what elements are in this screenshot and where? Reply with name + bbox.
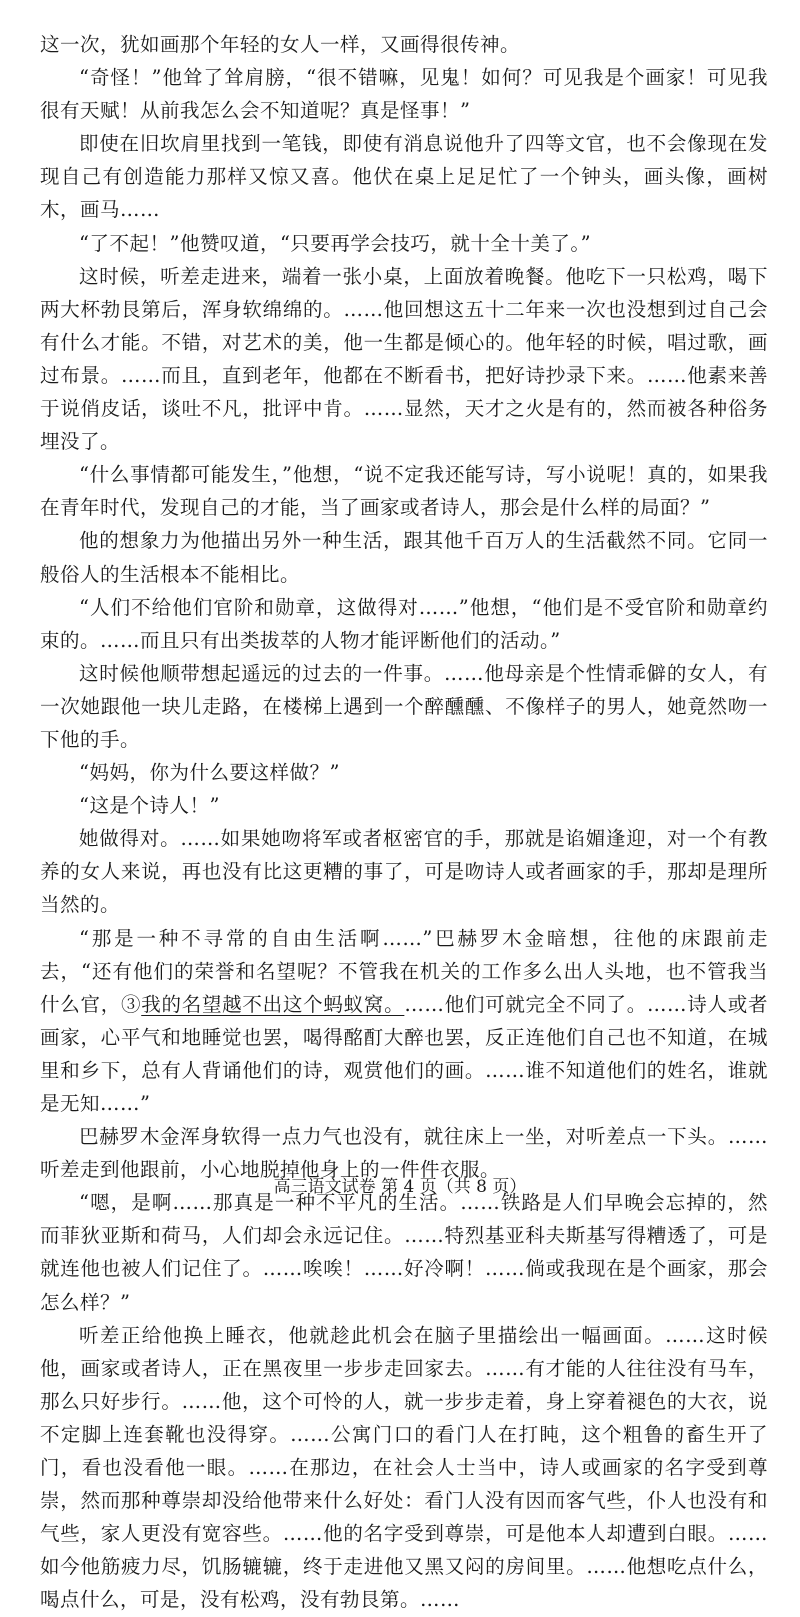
article-body: [40, 28, 768, 1617]
paragraph-1: 这一次，犹如画那个年轻的女人一样，又画得很传神。: [40, 33, 521, 56]
paragraph-2: “奇怪！”他耸了耸肩膀，“很不错嘛，见鬼！如何？可见我是个画家！可见我很有天赋！从前我怎么会不知道呢？真是怪事！”: [40, 66, 768, 123]
paragraph-13-tail: ……他们可就完全不同了。……诗人或者画家，心平气和地睡觉也罢，喝得酩酊大醉也罢，反正连他们自己也不知道，在城里和乡下，总有人背诵他们的诗，观赏他们的画。……谁不知道他们的姓名，谁就是无知……”: [40, 992, 768, 1115]
paragraph-3: 即使在旧坎肩里找到一笔钱，即使有消息说他升了四等文官，也不会像现在发现自己有创造能力那样又惊又喜。他伏在桌上足足忙了一个钟头，画头像，画树木，画马……: [40, 132, 768, 222]
paragraph-4: “了不起！”他赞叹道，“只要再学会技巧，就十全十美了。”: [79, 231, 592, 255]
paragraph-7: 他的想象力为他描出另外一种生活，跟其他千百万人的生活截然不同。它同一般俗人的生活根本不能相比。: [40, 529, 768, 586]
paragraph-16: 听差正给他换上睡衣，他就趁此机会在脑子里描绘出一幅画面。……这时候他，画家或者诗人，正在黑夜里一步步走回家去。……有才能的人往往没有马车，那么只好步行。……他，这个可怜的人，就一步步走着，身上穿着褪色的大衣，说不定脚上连套靴也没得穿。……公寓门口的看门人在打盹，这个粗鲁的畜生开了门，看也没看他一眼。……在那边，在社会人士当中，诗人或画家的名字受到尊崇，然而那种尊崇却没给他带来什么好处：看门人没有因而客气些，仆人也没有和气些，家人更没有宽容些。……他的名字受到尊崇，可是他本人却遭到白眼。……如今他筋疲力尽，饥肠辘辘，终于走进他又黑又闷的房间里。……他想吃点什么，喝点什么，可是，没有松鸡，没有勃艮第。……: [40, 1323, 768, 1612]
underlined-sentence: 我的名望越不出这个蚂蚁窝。: [141, 992, 405, 1016]
paragraph-13: [40, 922, 768, 1121]
paragraph-10: “妈妈，你为什么要这样做？”: [79, 761, 340, 785]
paragraph-5: 这时候，听差走进来，端着一张小桌，上面放着晚餐。他吃下一只松鸡，喝下两大杯勃艮第后，浑身软绵绵的。……他回想这五十二年来一次也没想到过自己会有什么才能。不错，对艺术的美，他一生都是倾心的。他年轻的时候，唱过歌，画过布景。……而且，直到老年，他都在不断看书，把好诗抄录下来。……他素来善于说俏皮话，谈吐不凡，批评中肯。……显然，天才之火是有的，然而被各种俗务埋没了。: [40, 264, 768, 454]
page-footer: 高三语文试卷 第 4 页（共 8 页）: [273, 1177, 527, 1197]
paragraph-14: 巴赫罗木金浑身软得一点力气也没有，就往床上一坐，对听差点一下头。……听差走到他跟前，小心地脱掉他身上的一件件衣服。: [40, 1125, 768, 1182]
paragraph-9: 这时候他顺带想起遥远的过去的一件事。……他母亲是个性情乖僻的女人，有一次她跟他一块儿走路，在楼梯上遇到一个醉醺醺、不像样子的男人，她竟然吻一下他的手。: [40, 661, 768, 751]
paragraph-12: 她做得对。……如果她吻将军或者枢密官的手，那就是谄媚逢迎，对一个有教养的女人来说，再也没有比这更糟的事了，可是吻诗人或者画家的手，那却是理所当然的。: [40, 827, 768, 917]
paragraph-11: “这是个诗人！”: [79, 794, 220, 818]
question-marker-3: ③: [120, 992, 142, 1016]
paragraph-8: “人们不给他们官阶和勋章，这做得对……”他想，“他们是不受官阶和勋章约束的。……而且只有出类拔萃的人物才能评断他们的活动。”: [40, 595, 768, 652]
paragraph-6: “什么事情都可能发生，”他想，“说不定我还能写诗，写小说呢！真的，如果我在青年时代，发现自己的才能，当了画家或者诗人，那会是什么样的局面？”: [40, 463, 768, 520]
paragraph-13-lead: “那是一种不寻常的自由生活啊……”巴赫罗木金暗想，往他的床跟前走去，“还有他们的荣誉和名望呢？不管我在机关的工作多么出人头地，也不管我当什么官，: [40, 926, 768, 1016]
paragraph-15: “嗯，是啊……那真是一种不平凡的生活。……铁路是人们早晚会忘掉的，然而菲狄亚斯和荷马，人们却会永远记住。……特烈基亚科夫斯基写得糟透了，可是就连他也被人们记住了。……唉唉！……好冷啊！……倘或我现在是个画家，那会怎么样？”: [40, 1191, 768, 1314]
